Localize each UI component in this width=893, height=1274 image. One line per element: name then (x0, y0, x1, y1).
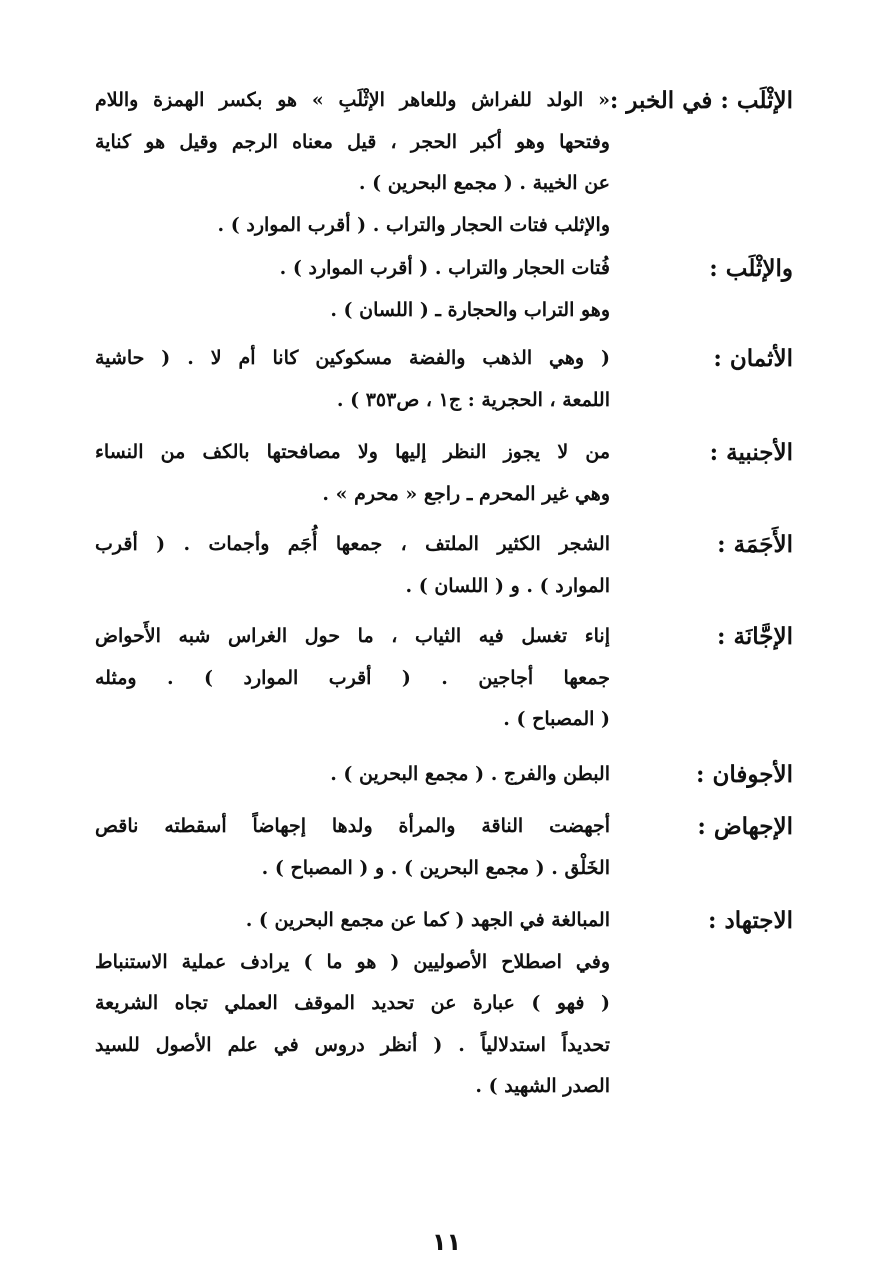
definition-line: وهي غير المحرم ـ راجع « محرم » . (322, 482, 610, 505)
entry-definition (95, 616, 610, 741)
definition-line: والإثلب فتات الحجار والتراب . ( أقرب الموارد ) . (217, 213, 610, 236)
definition-line: الموارد ) . و ( اللسان ) . (405, 574, 610, 597)
entry-term: الأثمان : (713, 345, 793, 372)
definition-line: المبالغة في الجهد ( كما عن مجمع البحرين ) . (245, 909, 610, 931)
definition-line: الشجر الكثير الملتف ، جمعها أُجَم وأجمات . ( أقرب (95, 533, 610, 555)
entry-term: الإثْلَب : في الخبر : (609, 87, 793, 114)
entry-term: الإجَّانَة : (717, 623, 793, 650)
entry-definition (95, 754, 610, 796)
definition-line: الصدر الشهيد ) . (475, 1075, 610, 1097)
entry-definition (95, 524, 610, 607)
entry-definition (95, 806, 610, 889)
definition-line: وفي اصطلاح الأصوليين ( هو ما ) يرادف عملية الاستنباط (95, 950, 610, 973)
definition-line: ( المصباح ) . (503, 708, 610, 730)
entry-definition (95, 338, 610, 421)
entry-definition (95, 432, 610, 515)
entry-term: الأجنبية : (709, 439, 793, 466)
entry-term: الأَجَمَة : (717, 531, 793, 558)
definition-line: اللمعة ، الحجرية : ج١ ، ص٣٥٣ ) . (336, 388, 610, 411)
definition-line: إناء تغسل فيه الثياب ، ما حول الغراس شبه الأَحواض (95, 625, 610, 647)
definition-line: عن الخيبة . ( مجمع البحرين ) . (358, 172, 610, 194)
entry-definition (95, 900, 610, 1108)
definition-line: « الولد للفراش وللعاهر الإثْلَبِ » هو بكسر الهمزة واللام (95, 89, 610, 111)
definition-line: أجهضت الناقة والمرأة ولدها إجهاضاً أسقطته ناقص (95, 815, 610, 837)
entry-term: الاجتهاد : (707, 907, 793, 934)
definition-line: البطن والفرج . ( مجمع البحرين ) . (330, 763, 610, 785)
definition-line: ( فهو ) عبارة عن تحديد الموقف العملي تجاه الشريعة (95, 992, 610, 1014)
entry-definition (95, 248, 610, 331)
definition-line: وفتحها وهو أكبر الحجر ، قيل معناه الرجم وقيل هو كناية (95, 130, 610, 153)
definition-line: جمعها أجاجين . ( أقرب الموارد ) . ومثله (95, 666, 610, 689)
definition-line: الخَلْق . ( مجمع البحرين ) . و ( المصباح ) . (261, 856, 610, 879)
definition-line: وهو التراب والحجارة ـ ( اللسان ) . (330, 298, 610, 321)
page-number: ١١ (431, 1228, 462, 1256)
definition-line: فُتات الحجار والتراب . ( أقرب الموارد ) . (279, 257, 610, 279)
entry-term: الإجهاض : (697, 813, 793, 840)
entry-term: والإثْلَب : (709, 255, 793, 282)
entry-definition (95, 80, 610, 246)
entry-term: الأجوفان : (696, 761, 793, 788)
definition-line: ( وهي الذهب والفضة مسكوكين كانا أم لا . ( حاشية (95, 347, 610, 369)
definition-line: من لا يجوز النظر إليها ولا مصافحتها بالكف من النساء (95, 441, 610, 463)
definition-line: تحديداً استدلالياً . ( أنظر دروس في علم الأصول للسيد (95, 1033, 610, 1056)
